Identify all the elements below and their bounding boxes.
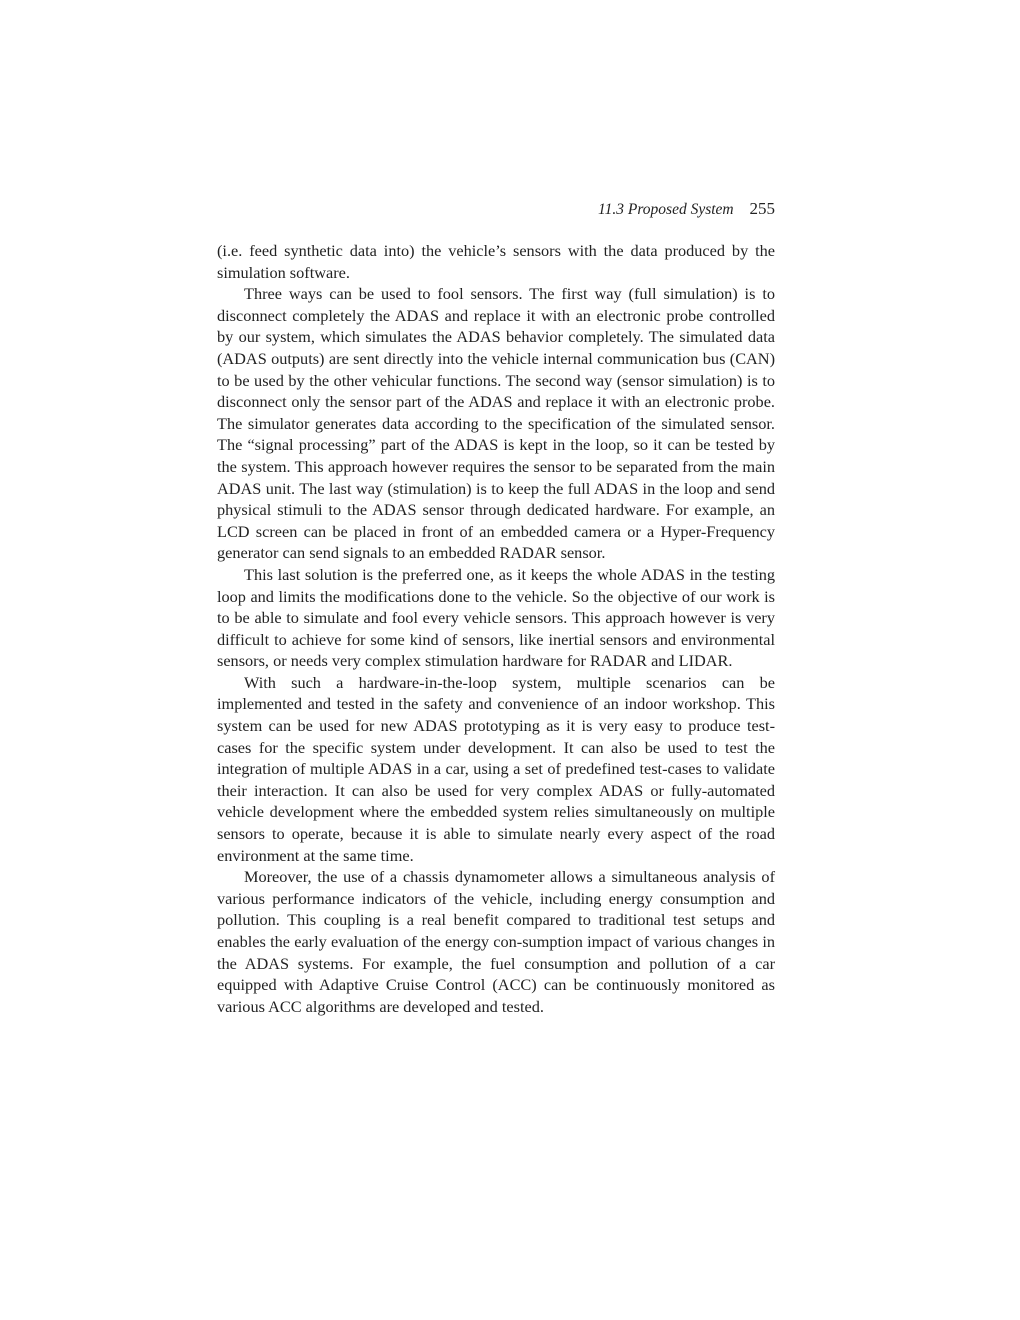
running-head (217, 199, 775, 220)
paragraph: With such a hardware-in-the-loop system, multiple scenarios can be implemented and tested in the safety and convenience of an indoor workshop. This system can be used for new ADAS prototyping as it is very easy to produce test-cases for the specific system under development. It can also be used to test the integration of multiple ADAS in a car, using a set of predefined test-cases to validate their interaction. It can also be used for very complex ADAS or fully-automated vehicle development where the embedded system relies simultaneously on multiple sensors to operate, because it is able to simulate nearly every aspect of the road environment at the same time. (217, 672, 775, 865)
section-title: 11.3 Proposed System (598, 201, 734, 218)
body-text (217, 240, 775, 1017)
paragraph: This last solution is the preferred one, as it keeps the whole ADAS in the testing loop and limits the modifications done to the vehicle. So the objective of our work is to be able to simulate and fool every vehicle sensors. This approach however is very difficult to achieve for some kind of sensors, like inertial sensors and environmental sensors, or needs very complex stimulation hardware for RADAR and LIDAR. (217, 564, 775, 671)
paragraph: Moreover, the use of a chassis dynamometer allows a simultaneous analysis of various performance indicators of the vehicle, including energy consumption and pollution. This coupling is a real benefit compared to traditional test setups and enables the early evaluation of the energy con-sumption impact of various changes in the ADAS systems. For example, the fuel consumption and pollution of a car equipped with Adaptive Cruise Control (ACC) can be continuously monitored as various ACC algorithms are developed and tested. (217, 867, 775, 1016)
paragraph: Three ways can be used to fool sensors. The first way (full simulation) is to disconnect completely the ADAS and replace it with an electronic probe controlled by our system, which simulates the ADAS behavior completely. The simulated data (ADAS outputs) are sent directly into the vehicle internal communication bus (CAN) to be used by the other vehicular functions. The second way (sensor simulation) is to disconnect only the sensor part of the ADAS and replace it with an electronic probe. The simulator generates data according to the specification of the simulated sensor. The “signal processing” part of the ADAS is kept in the loop, so it can be tested by the system. This approach however requires the sensor to be separated from the main ADAS unit. The last way (stimulation) is to keep the full ADAS in the loop and send physical stimuli to the ADAS sensor through dedicated hardware. For example, an LCD screen can be placed in front of an embedded camera or a Hyper-Frequency generator can send signals to an embedded RADAR sensor. (217, 284, 775, 563)
paragraph: (i.e. feed synthetic data into) the vehicle’s sensors with the data produced by the simulation software. (217, 241, 775, 282)
page-number: 255 (749, 199, 775, 218)
